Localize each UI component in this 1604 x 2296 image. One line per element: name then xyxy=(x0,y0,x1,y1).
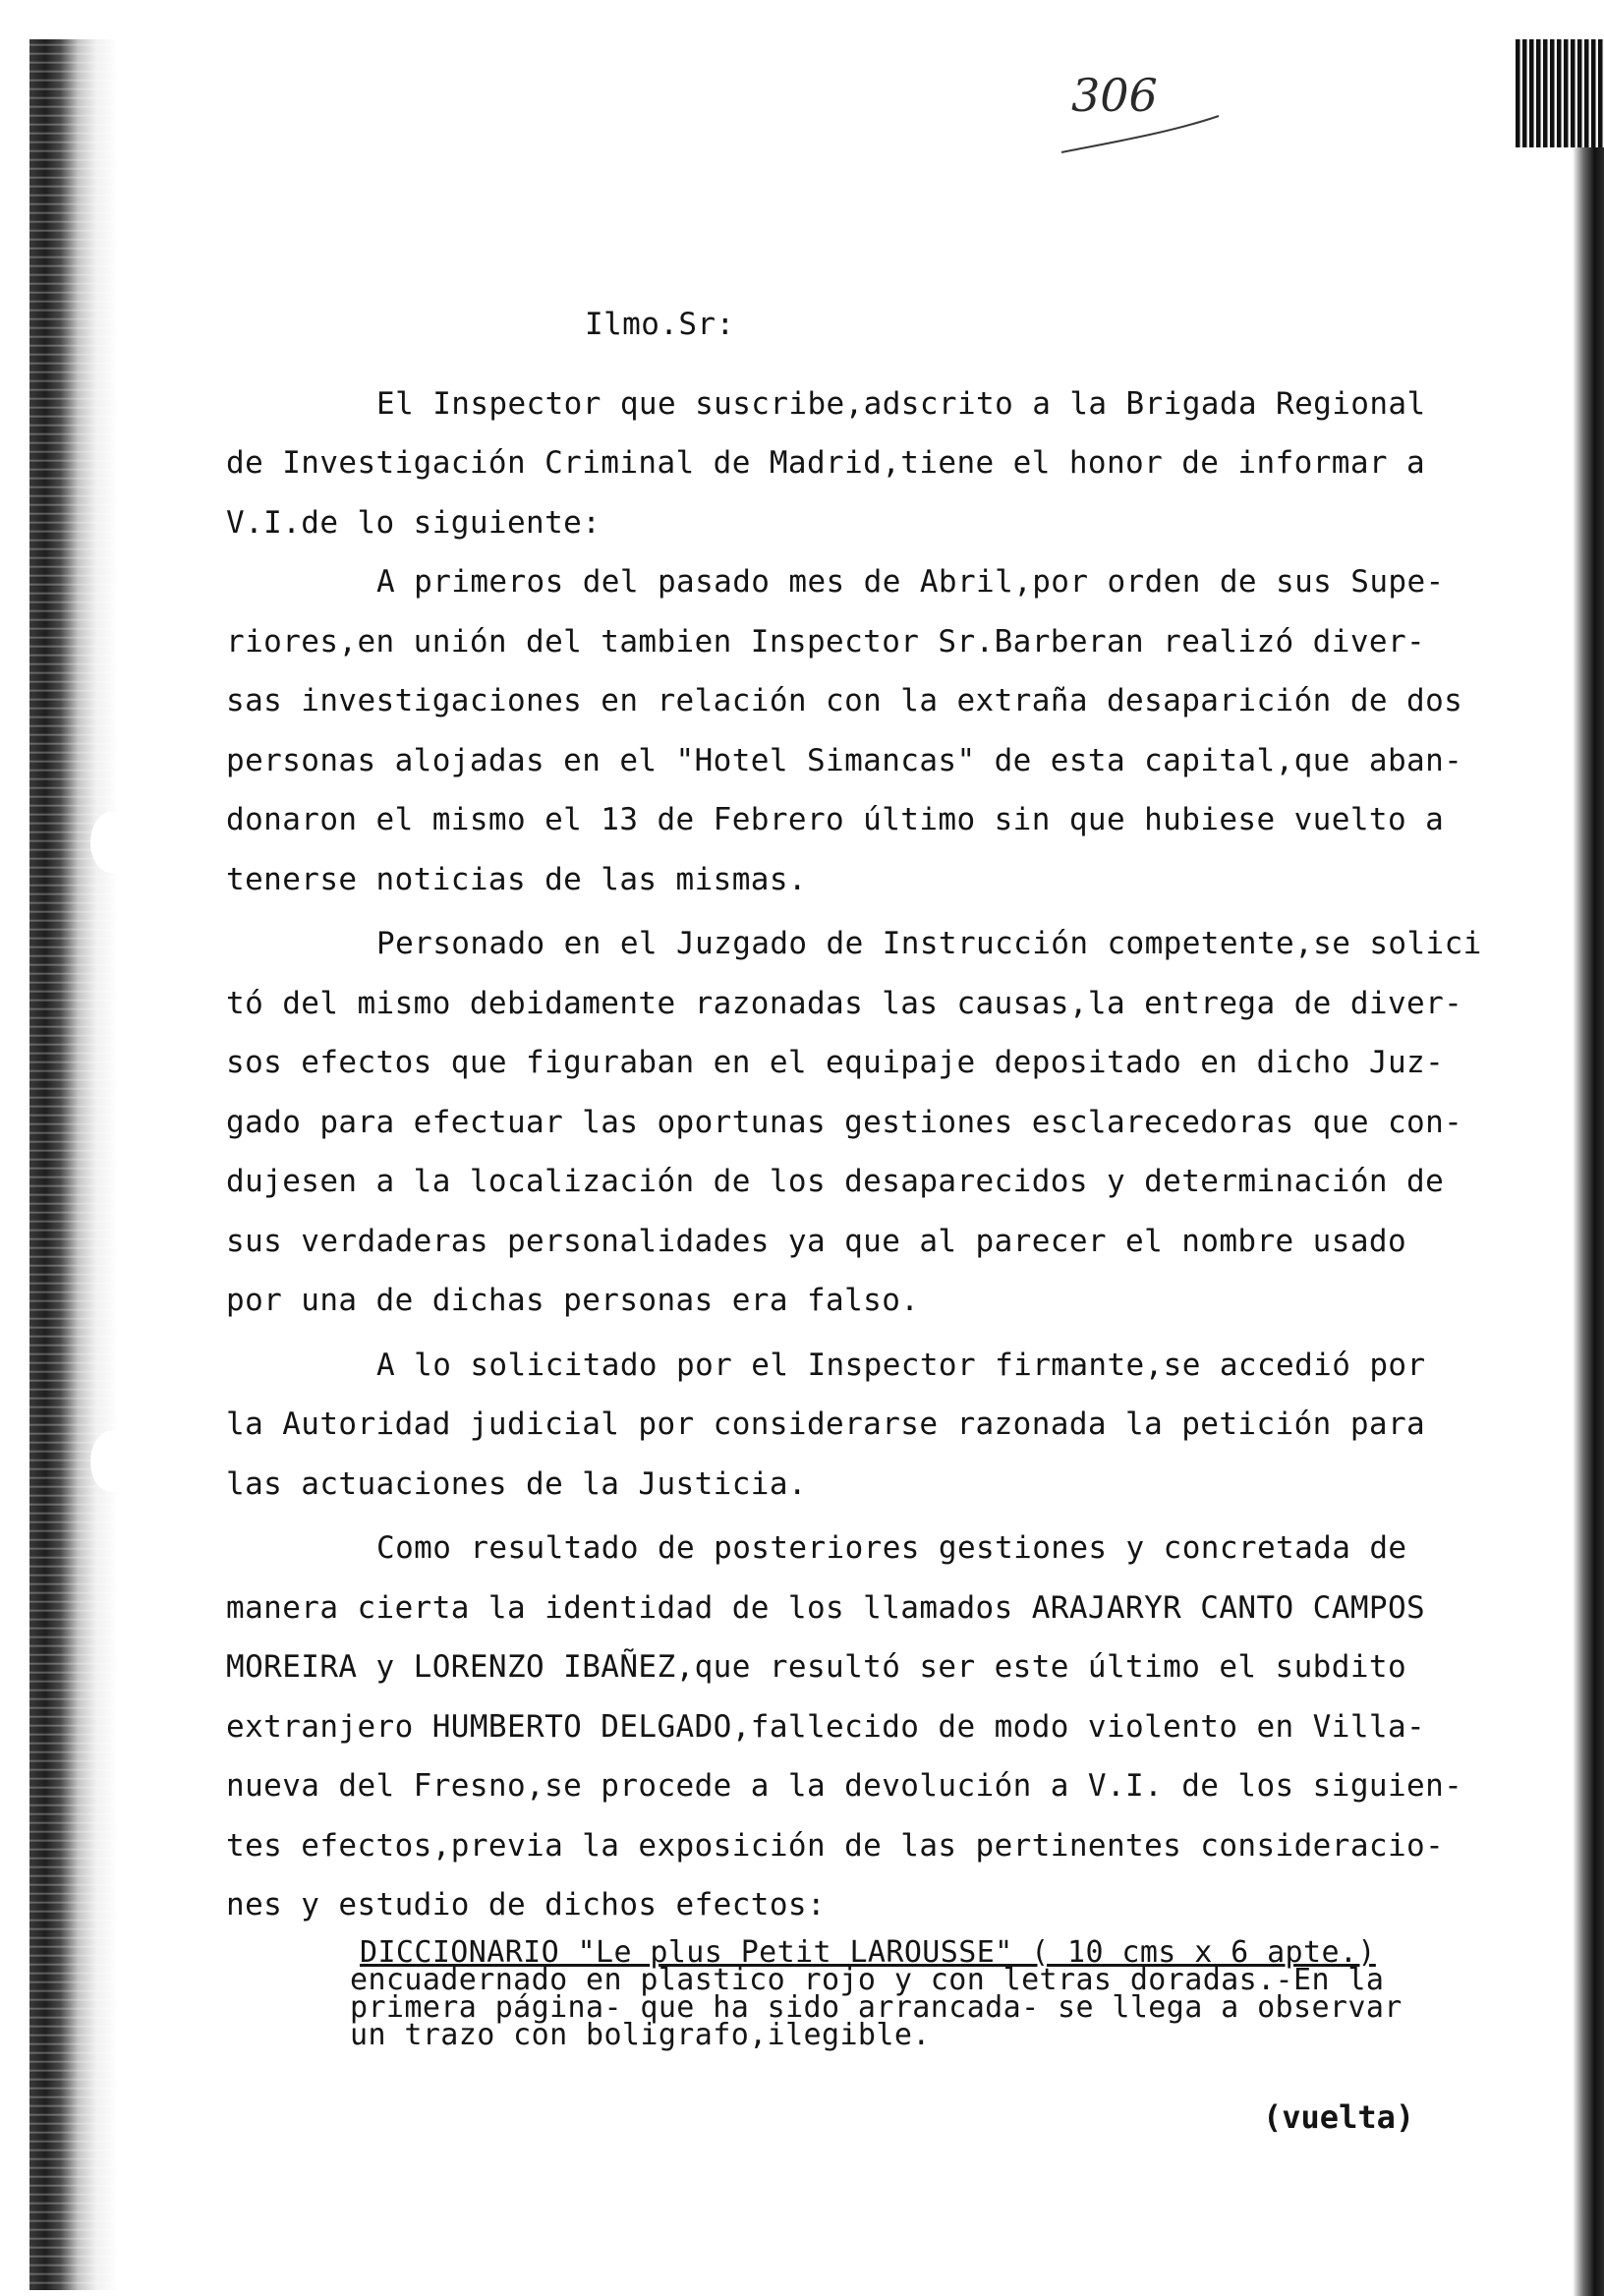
paragraph-line: sas investigaciones en relación con la extraña desaparición de dos xyxy=(226,683,1463,718)
item-line: un trazo con boligrafo,ilegible. xyxy=(350,2017,931,2052)
paragraph-line: sus verdaderas personalidades ya que al parecer el nombre usado xyxy=(226,1223,1407,1259)
paragraph-4 xyxy=(226,1336,1464,1515)
paragraph-line: dujesen a la localización de los desaparecidos y determinación de xyxy=(226,1164,1445,1199)
punch-hole-lower xyxy=(90,1431,132,1492)
paragraph-line: la Autoridad judicial por considerarse razonada la petición para xyxy=(226,1406,1426,1442)
paragraph-line: riores,en unión del tambien Inspector Sr.Barberan realizó diver- xyxy=(226,623,1426,660)
paragraph-line: de Investigación Criminal de Madrid,tiene el honor de informar a xyxy=(226,445,1426,481)
paragraph-line: A lo solicitado por el Inspector firmante,se accedió por xyxy=(376,1347,1426,1383)
paragraph-line: Como resultado de posteriores gestiones y concretada de xyxy=(376,1530,1407,1566)
paragraph-line: extranjero HUMBERTO DELGADO,fallecido de modo violento en Villa- xyxy=(226,1708,1426,1745)
handwritten-page-number: 306 xyxy=(1071,69,1158,122)
item-line: encuadernado en plastico rojo y con letras doradas.-En la xyxy=(350,1962,1385,1997)
paragraph-line: tenerse noticias de las mismas. xyxy=(226,861,807,897)
paragraph-line: tes efectos,previa la exposición de las pertinentes consideracio- xyxy=(226,1827,1445,1864)
paragraph-line: Personado en el Juzgado de Instrucción competente,se solici xyxy=(376,926,1482,961)
paragraph-line: MOREIRA y LORENZO IBAÑEZ,que resultó ser este último el subdito xyxy=(226,1649,1407,1685)
paragraph-line: El Inspector que suscribe,adscrito a la Brigada Regional xyxy=(376,385,1426,422)
paragraph-line: sos efectos que figuraban en el equipaje depositado en dicho Juz- xyxy=(226,1045,1445,1080)
item-description xyxy=(226,1934,1464,2052)
salutation: Ilmo.Sr: xyxy=(585,307,735,342)
paragraph-line: personas alojadas en el "Hotel Simancas" de esta capital,que aban- xyxy=(226,742,1463,778)
scan-edge-shadow-right xyxy=(1573,39,1604,2296)
item-title: DICCIONARIO "Le plus Petit LAROUSSE" ( 10 cms x 6 apte.) xyxy=(360,1934,1376,1970)
paragraph-3 xyxy=(226,914,1482,1331)
scan-binding-shadow-left xyxy=(29,39,118,2290)
paragraph-line: por una de dichas personas era falso. xyxy=(226,1283,920,1318)
paragraph-line: gado para efectuar las oportunas gestiones esclarecedoras que con- xyxy=(226,1104,1463,1140)
handwritten-page-number-stroke xyxy=(1052,108,1229,177)
punch-hole-upper xyxy=(90,812,132,873)
paragraph-line: tó del mismo debidamente razonadas las causas,la entrega de diver- xyxy=(226,985,1463,1021)
paragraph-line: nes y estudio de dichos efectos: xyxy=(226,1887,827,1923)
paragraph-line: V.I.de lo siguiente: xyxy=(226,504,602,541)
paragraph-line: donaron el mismo el 13 de Febrero último sin que hubiese vuelto a xyxy=(226,802,1445,837)
paragraph-line: A primeros del pasado mes de Abril,por orden de sus Supe- xyxy=(376,564,1445,600)
verso-note: (vuelta) xyxy=(1263,2098,1415,2136)
paragraph-line: nueva del Fresno,se procede a la devolución a V.I. de los siguien- xyxy=(226,1768,1463,1804)
paragraph-line: las actuaciones de la Justicia. xyxy=(226,1465,807,1502)
scan-edge-marks-right xyxy=(1516,39,1604,147)
paragraph-5 xyxy=(226,1519,1464,1935)
paragraph-line: manera cierta la identidad de los llamados ARAJARYR CANTO CAMPOS xyxy=(226,1589,1426,1626)
document-body xyxy=(226,295,1482,2052)
paragraph-1 xyxy=(226,374,1464,553)
item-line: primera página- que ha sido arrancada- se llega a observar xyxy=(350,1989,1403,2025)
paragraph-2 xyxy=(226,552,1464,909)
